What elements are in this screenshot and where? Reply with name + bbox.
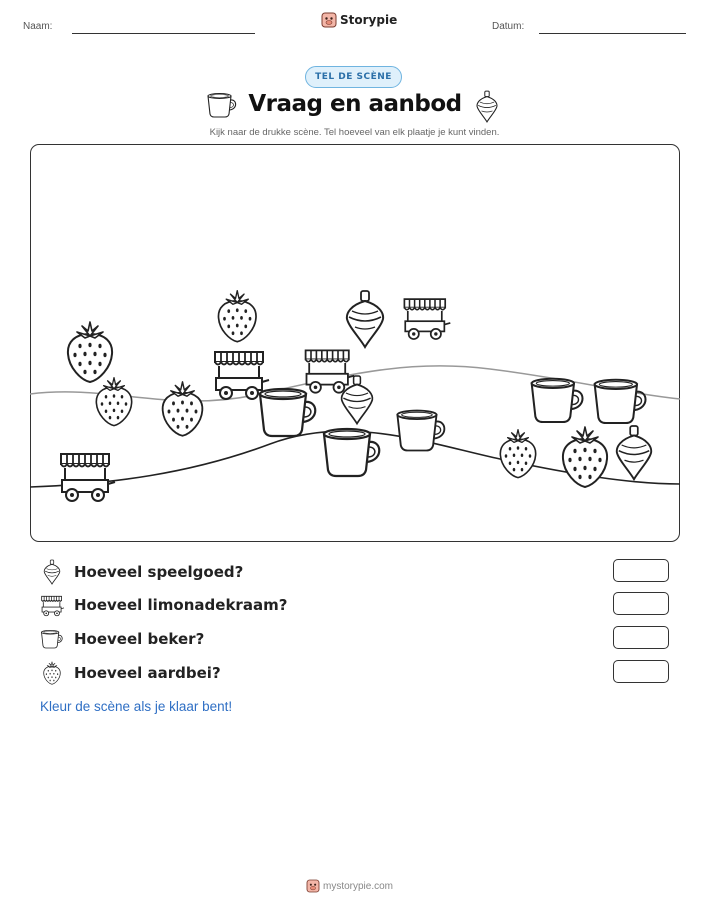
question-stall <box>40 593 287 617</box>
piggy-icon <box>307 880 319 892</box>
strawberry-4 <box>162 381 202 435</box>
footer-url: mystorypie.com <box>323 880 394 892</box>
scene-badge: TEL DE SCÈNE <box>305 66 402 88</box>
cup-2 <box>324 429 379 476</box>
market-stall-icon <box>40 593 64 617</box>
question-toys <box>40 560 243 584</box>
answer-box-toys[interactable] <box>613 559 669 582</box>
cup-1 <box>260 389 315 436</box>
top-3 <box>616 426 650 479</box>
instructions: Kijk naar de drukke scène. Tel hoeveel van elk plaatje je kunt vinden. <box>209 127 500 138</box>
name-label: Naam: <box>23 21 53 32</box>
cup-icon <box>206 92 238 118</box>
scene-frame <box>30 144 680 542</box>
cup-icon <box>40 627 64 651</box>
date-label: Datum: <box>492 21 525 32</box>
question-text: Hoeveel speelgoed? <box>74 563 244 581</box>
brand-logo <box>322 13 397 27</box>
piggy-icon <box>322 13 336 27</box>
question-strawberry <box>40 661 221 685</box>
brand-name: Storypie <box>340 13 398 27</box>
question-text: Hoeveel aardbei? <box>74 664 221 682</box>
name-line[interactable] <box>72 33 255 34</box>
strawberry-1 <box>67 322 111 382</box>
cup-4 <box>531 378 582 421</box>
cup-5 <box>594 379 645 422</box>
strawberry-2 <box>218 290 256 341</box>
scene-illustration <box>30 144 680 542</box>
spinning-top-icon <box>40 560 64 584</box>
question-cup <box>40 627 204 651</box>
stall-4 <box>61 454 115 501</box>
date-line[interactable] <box>539 33 686 34</box>
answer-box-stall[interactable] <box>613 592 669 615</box>
answer-box-cup[interactable] <box>613 626 669 649</box>
strawberry-3 <box>96 377 131 425</box>
footer-note: Kleur de scène als je klaar bent! <box>40 699 233 714</box>
spinning-top-icon <box>476 91 498 122</box>
page-title: Vraag en aanbod <box>248 91 462 117</box>
question-text: Hoeveel limonadekraam? <box>74 596 288 614</box>
answer-box-strawberry[interactable] <box>613 660 669 683</box>
question-text: Hoeveel beker? <box>74 630 205 648</box>
footer-brand <box>307 880 393 892</box>
top-1 <box>346 291 382 347</box>
stall-3 <box>305 350 354 392</box>
strawberry-5 <box>500 429 535 477</box>
stall-1 <box>404 299 450 339</box>
strawberry-icon <box>40 661 64 685</box>
